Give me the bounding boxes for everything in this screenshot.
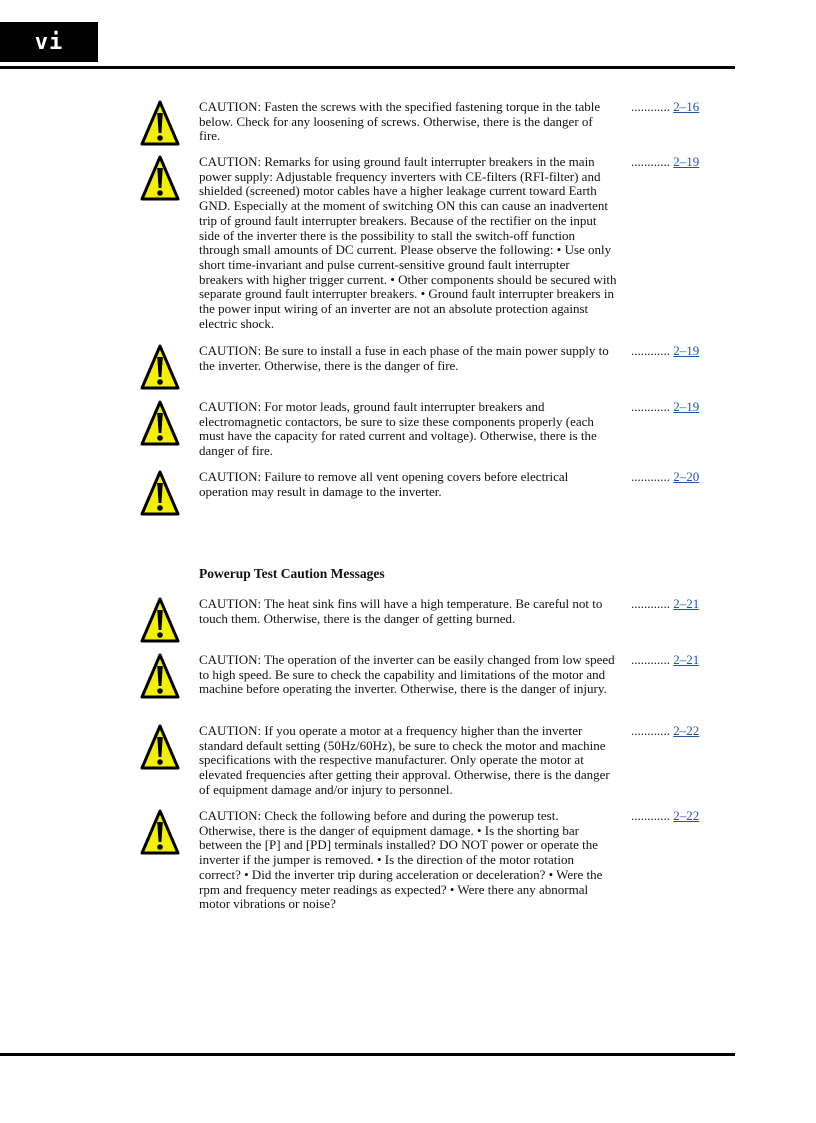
page-reference-link[interactable]: 2–22 bbox=[673, 723, 700, 738]
page-reference-link[interactable]: 2–19 bbox=[673, 154, 700, 169]
warning-triangle-icon bbox=[140, 344, 180, 390]
page-reference-link[interactable]: 2–21 bbox=[673, 652, 700, 667]
warning-triangle-icon bbox=[140, 724, 180, 770]
warning-triangle-icon bbox=[140, 155, 180, 201]
caution-text: CAUTION: Failure to remove all vent opening covers before electrical operation may result in damage to the inverter. bbox=[199, 469, 569, 499]
caution-text: CAUTION: Check the following before and during the powerup test. Otherwise, there is the danger of equipment damage. • Is the shorting bar between the [P] and [PD] terminals installed? DO NOT power or operate the inverter if the jumper is removed. • Is the direction of the motor rotation correct? • Did the inverter trip during acceleration or deceleration? • Were the rpm and frequency meter readings as expected? • Were there any abnormal motor vibrations or noise? bbox=[199, 808, 603, 912]
caution-text: CAUTION: If you operate a motor at a frequency higher than the inverter standard default setting (50Hz/60Hz), be sure to check the motor and machine specifications with the respective manufacturer. Only operate the motor at elevated frequencies after getting their approval. Otherwise, there is the danger of equipment damage and/or injury to personnel. bbox=[199, 723, 610, 797]
warning-triangle-icon bbox=[140, 470, 180, 516]
caution-text: CAUTION: Be sure to install a fuse in each phase of the main power supply to the inverter. Otherwise, there is the danger of fire. bbox=[199, 343, 609, 373]
page-reference: ............ 2–19 bbox=[631, 399, 700, 414]
caution-text: CAUTION: The operation of the inverter can be easily changed from low speed to high speed. Be sure to check the capability and limitations of the motor and machine before operating the inverter. Otherwise, there is the danger of injury. bbox=[199, 652, 615, 697]
page-reference-link[interactable]: 2–16 bbox=[673, 99, 700, 114]
page-reference-link[interactable]: 2–20 bbox=[673, 469, 700, 484]
warning-triangle-icon bbox=[140, 100, 180, 146]
caution-text: CAUTION: For motor leads, ground fault interrupter breakers and electromagnetic contactors, be sure to size these components properly (each must have the capacity for rated current and voltage). Otherwise, there is the danger of fire. bbox=[199, 399, 597, 459]
warning-triangle-icon bbox=[140, 597, 180, 643]
page-reference: ............ 2–16 bbox=[631, 99, 700, 114]
section-heading: Powerup Test Caution Messages bbox=[199, 566, 385, 581]
page-reference: ............ 2–19 bbox=[631, 343, 700, 358]
page-reference: ............ 2–19 bbox=[631, 154, 700, 169]
page-reference: ............ 2–22 bbox=[631, 723, 700, 738]
caution-text: CAUTION: Fasten the screws with the specified fastening torque in the table below. Check for any loosening of screws. Otherwise, there is the danger of fire. bbox=[199, 99, 601, 144]
warning-triangle-icon bbox=[140, 400, 180, 446]
warning-triangle-icon bbox=[140, 809, 180, 855]
page-reference: ............ 2–20 bbox=[631, 469, 700, 484]
page-reference-link[interactable]: 2–21 bbox=[673, 596, 700, 611]
header-rule bbox=[0, 66, 735, 69]
warning-triangle-icon bbox=[140, 653, 180, 699]
page-reference: ............ 2–22 bbox=[631, 808, 700, 823]
page-reference-link[interactable]: 2–22 bbox=[673, 808, 700, 823]
caution-text: CAUTION: The heat sink fins will have a high temperature. Be careful not to touch them. Otherwise, there is the danger of getting burned. bbox=[199, 596, 603, 626]
page-reference-link[interactable]: 2–19 bbox=[673, 399, 700, 414]
caution-text: CAUTION: Remarks for using ground fault interrupter breakers in the main power supply: Adjustable frequency inverters with CE-filters (RFI-filter) and shielded (screened) motor cables have a higher leakage current toward Earth GND. Especially at the moment of switching ON this can cause an inadvertent trip of ground fault interrupter breakers. Because of the rectifier on the input side of the inverter there is the possibility to stall the switch-off function through small amounts of DC current. Please observe the following: • Use only short time-invariant and pulse current-sensitive ground fault interrupter breakers with higher trigger current. • Other components should be secured with separate ground fault interrupter breakers. • Ground fault interrupter breakers in the power input wiring of an inverter are not an absolute protection against electric shock. bbox=[199, 154, 617, 331]
page-reference-link[interactable]: 2–19 bbox=[673, 343, 700, 358]
page-reference: ............ 2–21 bbox=[631, 652, 700, 667]
page-number-tab: vi bbox=[0, 22, 98, 62]
page-reference: ............ 2–21 bbox=[631, 596, 700, 611]
footer-rule bbox=[0, 1053, 735, 1056]
